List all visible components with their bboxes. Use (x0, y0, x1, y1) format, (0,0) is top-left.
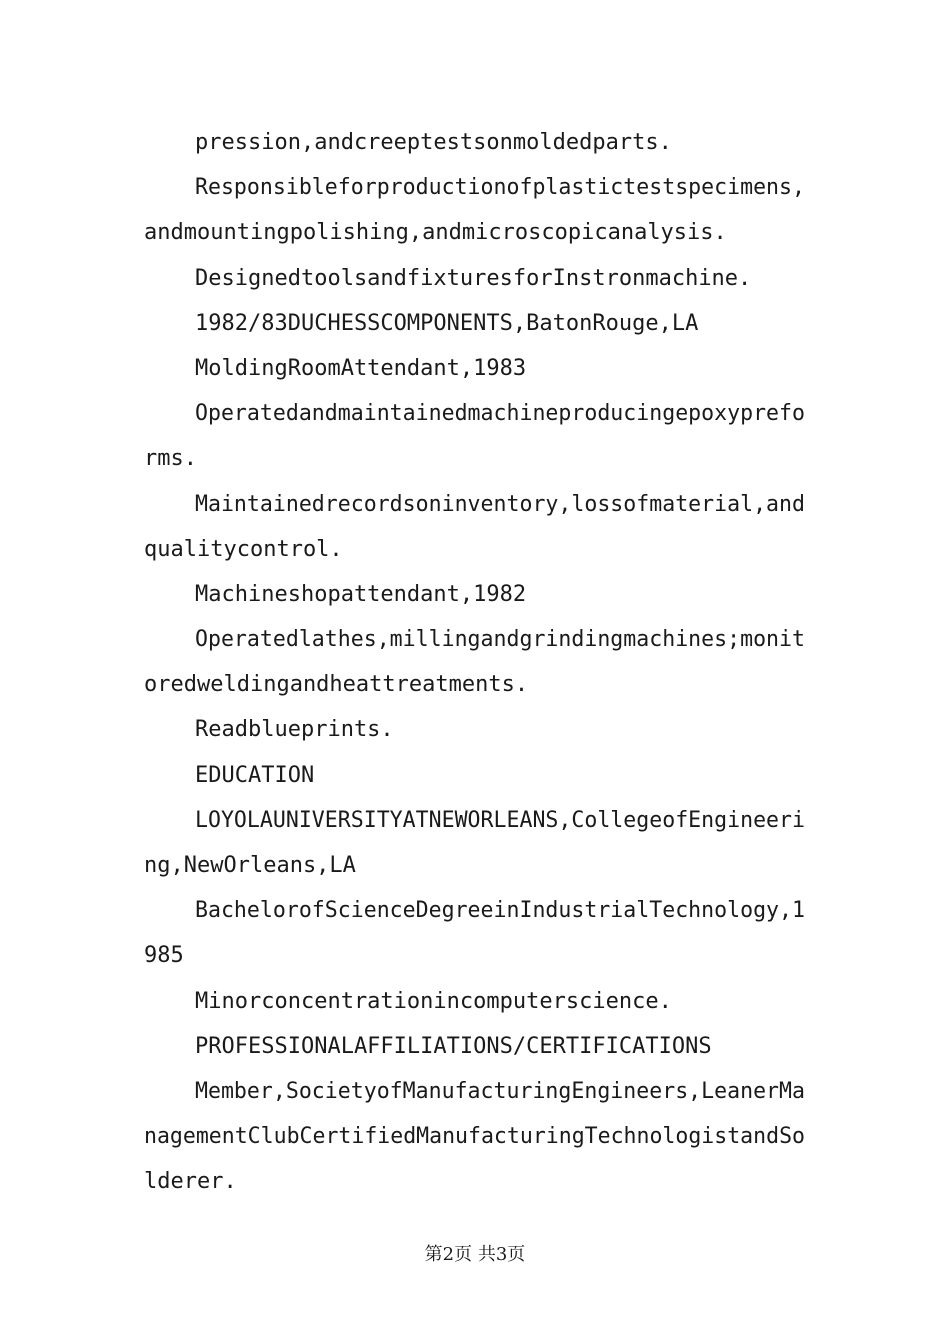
text-line: LOYOLAUNIVERSITYATNEWORLEANS,CollegeofEngineeri (195, 807, 805, 833)
text-line: nagementClubCertifiedManufacturingTechnologistandSo (144, 1124, 805, 1150)
text-line: andmountingpolishing,andmicroscopicanalysis. (144, 220, 727, 246)
text-line: pression,andcreeptestsonmoldedparts. (195, 130, 672, 155)
text-line: lderer. (144, 1169, 237, 1195)
text-line: 985 (144, 943, 184, 969)
text-line: Member,SocietyofManufacturingEngineers,LeanerMa (195, 1078, 805, 1104)
page-footer: 第2页 共3页 (424, 1244, 526, 1265)
text-line: MoldingRoomAttendant,1983 (195, 355, 527, 381)
text-line: PROFESSIONALAFFILIATIONS/CERTIFICATIONS (195, 1033, 712, 1059)
text-line: Minorconcentrationincomputerscience. (195, 988, 672, 1014)
text-line: Maintainedrecordsoninventory,lossofmaterial,and (195, 491, 805, 517)
text-line: Readblueprints. (195, 717, 394, 743)
text-line: Responsibleforproductionofplastictestspecimens, (195, 175, 805, 201)
text-line: rms. (144, 446, 197, 472)
text-line: 1982/83DUCHESSCOMPONENTS,BatonRouge,LA (195, 310, 699, 336)
text-line: Operatedandmaintainedmachineproducingepoxyprefo (195, 401, 805, 427)
text-line: ng,NewOrleans,LA (144, 853, 356, 878)
text-line: Operatedlathes,millingandgrindingmachines;monit (195, 627, 805, 653)
text-line: DesignedtoolsandfixturesforInstronmachine. (195, 265, 752, 291)
text-line: qualitycontrol. (144, 536, 343, 562)
text-line: BachelorofScienceDegreeinIndustrialTechnology,1 (195, 898, 805, 924)
text-line: Machineshopattendant,1982 (195, 581, 527, 607)
text-line: EDUCATION (195, 762, 315, 788)
resume-body (144, 120, 804, 1205)
text-line: oredweldingandheattreatments. (144, 672, 529, 698)
